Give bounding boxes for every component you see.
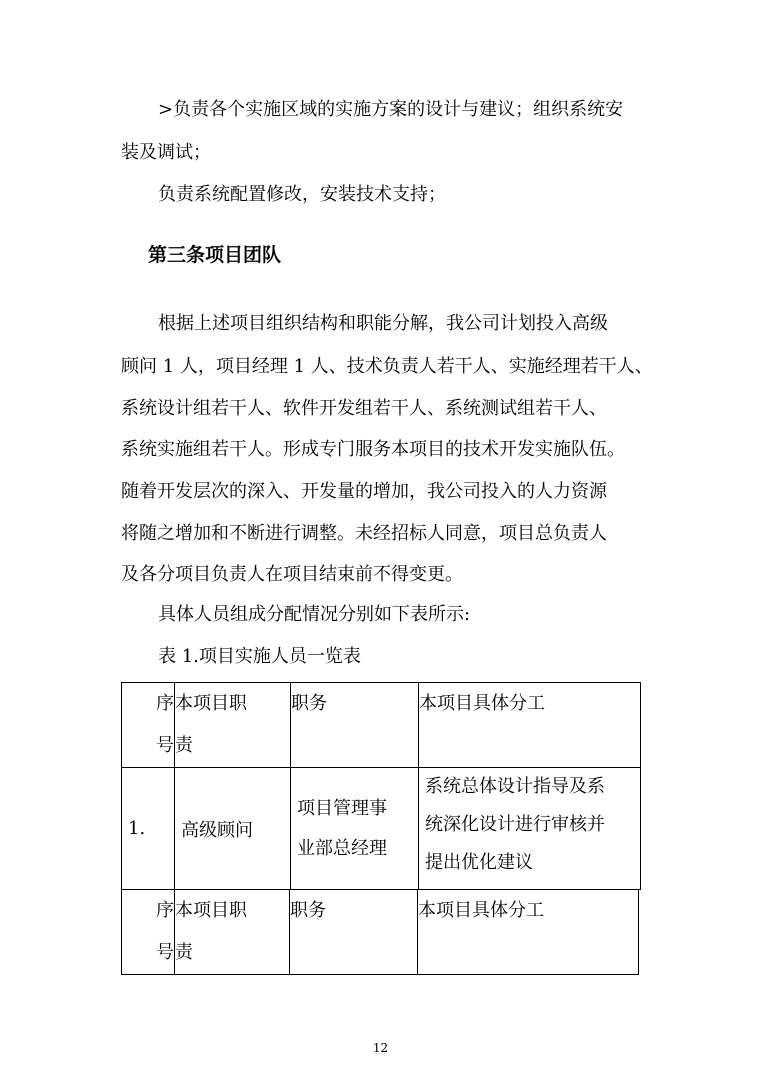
header-position-text: 职务 <box>291 693 327 714</box>
staff-table <box>121 682 641 890</box>
row-position <box>291 768 419 890</box>
paragraph-line: 随着开发层次的深入、开发量的增加，我公司投入的人力资源 <box>121 481 607 502</box>
header-duty-line: 本项目职 <box>175 900 247 921</box>
row-work-line: 统深化设计进行审核并 <box>425 814 605 835</box>
intro-line: 具体人员组成分配情况分别如下表所示: <box>158 604 471 625</box>
row-duty <box>175 768 291 890</box>
body-line-2: 装及调试； <box>121 142 211 163</box>
row-position-line: 业部总经理 <box>297 837 387 859</box>
header-seq-line: 号 <box>156 942 174 963</box>
header-duty-line: 本项目职 <box>175 693 247 714</box>
paragraph-line: 将随之增加和不断进行调整。未经招标人同意，项目总负责人 <box>121 523 607 544</box>
header-position <box>290 890 418 975</box>
row-work-line: 提出优化建议 <box>425 852 533 873</box>
header-position <box>291 683 419 768</box>
header-duty <box>175 890 290 975</box>
row-seq <box>122 768 175 890</box>
section-heading: 第三条项目团队 <box>148 244 282 266</box>
row-position-line: 项目管理事 <box>297 797 387 819</box>
table-header-row <box>122 890 639 975</box>
row-duty-text: 高级顾问 <box>181 819 253 841</box>
header-seq <box>122 890 175 975</box>
body-line-1: >负责各个实施区域的实施方案的设计与建议；组织系统安 <box>158 99 624 120</box>
table-caption: 表 1.项目实施人员一览表 <box>158 646 361 667</box>
row-work <box>419 768 641 890</box>
table-header-row <box>122 683 641 768</box>
header-work-text: 本项目具体分工 <box>419 693 545 714</box>
header-work <box>419 683 641 768</box>
row-work-line: 系统总体设计指导及系 <box>425 776 605 797</box>
staff-table-continued <box>121 889 639 975</box>
paragraph-line: 顾问 1 人，项目经理 1 人、技术负责人若干人、实施经理若干人、 <box>121 356 653 377</box>
table-row <box>122 768 641 890</box>
header-work-text: 本项目具体分工 <box>418 900 544 921</box>
header-position-text: 职务 <box>290 900 326 921</box>
paragraph-line: 根据上述项目组织结构和职能分解，我公司计划投入高级 <box>158 313 608 334</box>
header-work <box>418 890 639 975</box>
paragraph-line: 及各分项目负责人在项目结束前不得变更。 <box>121 564 463 585</box>
header-seq-line: 序 <box>156 693 174 714</box>
page-number: 12 <box>372 1041 389 1055</box>
body-line-3: 负责系统配置修改，安装技术支持； <box>158 184 446 205</box>
header-seq <box>122 683 175 768</box>
header-seq-line: 号 <box>156 735 174 756</box>
row-seq-text: 1. <box>128 818 146 839</box>
header-duty-line: 责 <box>175 735 193 756</box>
paragraph-line: 系统设计组若干人、软件开发组若干人、系统测试组若干人、 <box>121 398 607 419</box>
header-duty-line: 责 <box>175 942 193 963</box>
header-seq-line: 序 <box>156 900 174 921</box>
paragraph-line: 系统实施组若干人。形成专门服务本项目的技术开发实施队伍。 <box>121 439 625 460</box>
header-duty <box>175 683 291 768</box>
